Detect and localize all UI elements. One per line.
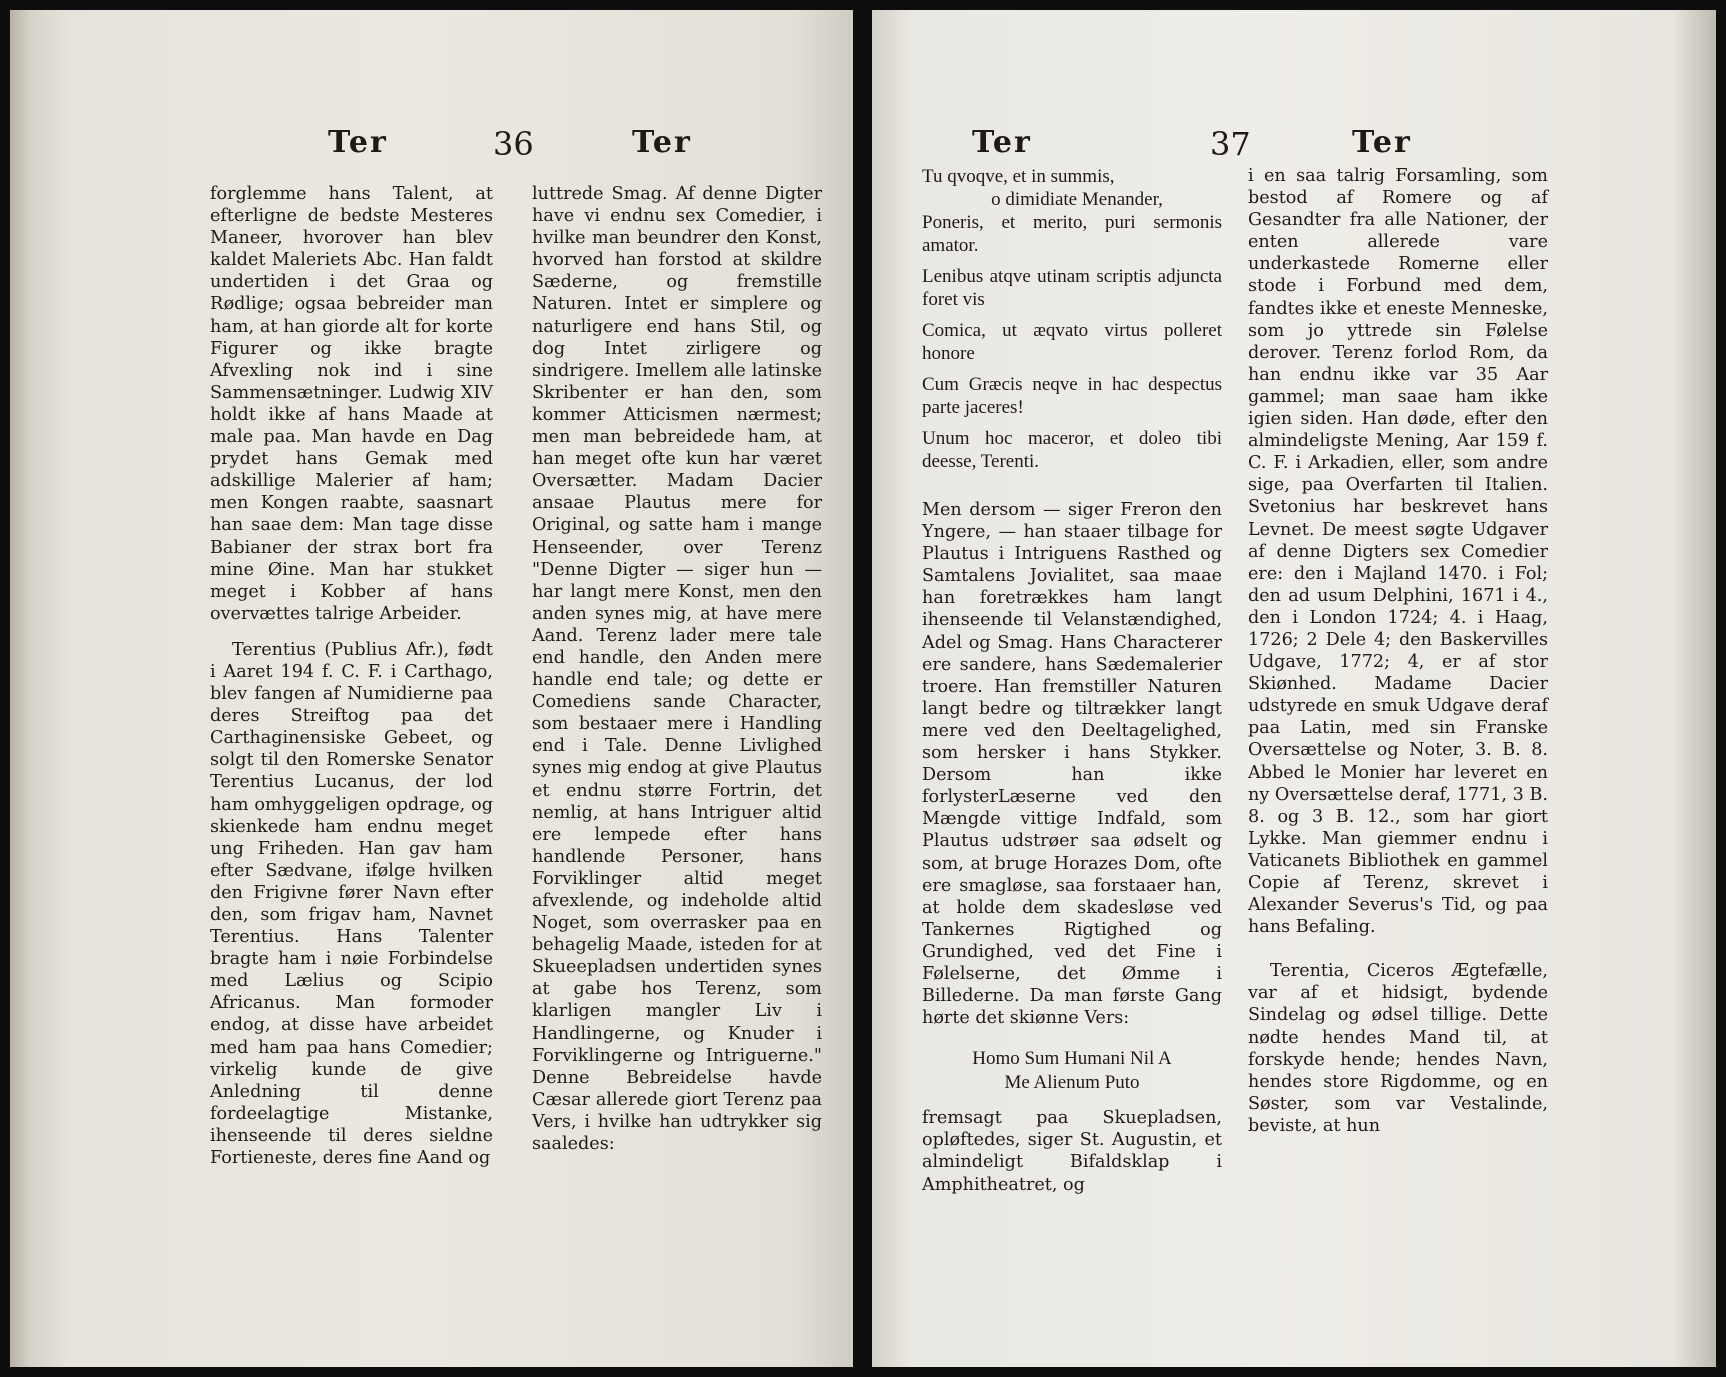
latin-line: o dimidiate Menander, [991,189,1163,210]
right-page-column-2 [1248,165,1548,1137]
paragraph-freron: Men dersom — siger Freron den Yngere, — han staaer tilbage for Plautus i Intriguens Rasthed og Samtalens Jovialitet, saa maae han foretrækkes ham langt ihenseende til Velanstændighed, Adel og Smag. Hans Characterer ere sandere, hans Sædemalerier troere. Han fremstiller Naturen langt bedre og tiltrækker langt mere ved den Deeltagelighed, som hersker i hans Stykker. Dersom han ikke forlysterLæserne ved den Mængde vittige Indfald, som Plautus udstrøer saa ødselt og som, at bruge Horazes Dom, ofte ere smagløse, saa forstaaer han, at holde dem skadesløse ved Tankernes Rigtighed og Grundighed, ved det Fine i Følelserne, det Ømme i Billederne. Da man første Gang hørte det skiønne Vers: [922,500,1222,1029]
latin-line: Comica, ut æqvato virtus polleret honore [922,320,1222,364]
latin-line: Lenibus atqve utinam scriptis adjuncta foret vis [922,266,1222,310]
left-page-number: 36 [493,125,534,163]
right-page-number: 37 [1210,125,1251,163]
homo-verse-line: Me Alienum Puto [1004,1072,1140,1094]
right-running-head-right: Ter [1352,125,1412,160]
left-page [10,10,853,1367]
left-running-head-left: Ter [328,125,388,160]
paragraph-terentius: Terentius (Publius Afr.), født i Aaret 194 f. C. F. i Carthago, blev fangen af Numidierne paa deres Streiftog paa det Carthaginensiske Gebeet, og solgt til den Romerske Senator Terentius Lucanus, der lod ham omhyggeligen opdrage, og skienkede ham endnu meget ung Friheden. Han gav ham efter Sædvane, ifølge hvilken den Frigivne fører Navn efter den, som frigav ham, Navnet Terentius. Hans Talenter bragte ham i nøie Forbindelse med Lælius og Scipio Africanus. Man formoder endog, at disse have arbeidet med ham paa hans Comedier; virkelig kunde de give Anledning til denne fordeelagtige Mistanke, ihenseende til deres sieldne Fortieneste, deres fine Aand og [210,639,493,1169]
paragraph-augustin: fremsagt paa Skuepladsen, opløftedes, siger St. Augustin, et almindeligt Bifaldsklap i Amphitheatret, og [922,1108,1222,1195]
homo-verse-line: Homo Sum Humani Nil A [972,1048,1172,1070]
right-page [872,10,1716,1367]
paragraph-terentia: Terentia, Ciceros Ægtefælle, var af et hidsigt, bydende Sindelag og ødsel tillige. Dette nødte hendes Mand til, at forskyde hende; hendes Navn, hendes store Rigdomme, og en Søster, som var Vestalinde, beviste, at hun [1248,961,1548,1136]
latin-quote [922,165,1222,473]
latin-line: Cum Græcis neqve in hac despectus parte jaceres! [922,374,1222,418]
right-running-head-left: Ter [972,125,1032,160]
latin-line: Tu qvoqve, et in summis, [922,166,1115,187]
paragraph-terenz-comedies: luttrede Smag. Af denne Digter have vi endnu sex Comedier, i hvilke man beundrer den Konst, hvorved han forstod at skildre Sæderne, og fremstille Naturen. Intet er simplere og naturligere end hans Stil, og dog Intet zirligere og sindrigere. Imellem alle latinske Skribenter er han den, som kommer Atticismen nærmest; men man bebreidede ham, at han meget ofte kun har været Oversætter. Madam Dacier ansaae Plautus mere for Original, og satte ham i mange Henseender, over Terenz "Denne Digter — siger hun — har langt mere Konst, men den anden synes mig, at have mere Aand. Terenz lader mere tale end handle, den Anden mere handle end tale; og dette er Comediens sande Character, som bestaaer mere i Handling end i Tale. Denne Livlighed synes mig endog at give Plautus et endnu større Fortrin, det nemlig, at hans Intriguer altid ere lempede efter hans handlende Personer, hans Forviklinger altid meget afvexlende, og indeholde altid Noget, som overrasker paa en behagelig Maade, isteden for at Skueepladsen undertiden synes at gabe hos Terenz, som klarligen mangler Liv i Handlingerne, og Knuder i Forviklingerne og Intriguerne." Denne Bebreidelse havde Cæsar allerede giort Terenz paa Vers, i hvilke han udtrykker sig saaledes: [532,184,822,1155]
left-page-column-1 [210,183,493,1169]
left-page-column-2 [532,183,822,1155]
latin-line: Poneris, et merito, puri sermonis amator. [922,212,1222,256]
paragraph-painter-continued: forglemme hans Talent, at efterligne de bedste Mesteres Maneer, hvorover han blev kaldet Maleriets Abc. Han faldt undertiden i det Graa og Rødlige; ogsaa bebreider man ham, at han giorde alt for korte Figurer og ikke bragte Afvexling nok ind i sine Sammensætninger. Ludwig XIV holdt ikke af hans Maade at male paa. Man havde en Dag prydet hans Gemak med adskillige Malerier af ham; men Kongen raabte, saasnart han saae dem: Man tage disse Babianer der strax bort fra mine Øine. Man har stukket meget i Kobber af hans overvættes talrige Arbeider. [210,184,493,624]
paragraph-terenz-editions: i en saa talrig Forsamling, som bestod af Romere og af Gesandter fra alle Nationer, der enten allerede vare underkastede Romerne eller stode i Forbund med dem, fandtes ikke et eneste Menneske, som jo yttrede sin Følelse derover. Terenz forlod Rom, da han endnu ikke var 35 Aar gammel; man saae ham ikke igien siden. Han døde, efter den almindeligste Mening, Aar 159 f. C. F. i Arkadien, eller, som andre sige, paa Overfarten til Italien. Svetonius har beskrevet hans Levnet. De meest søgte Udgaver af denne Digters sex Comedier ere: den i Majland 1470. i Fol; den ad usum Delphini, 1671 i 4., den i London 1724; 4. i Haag, 1726; 2 Dele 4; den Baskervilles Udgave, 1772; 4, er af stor Skiønhed. Madame Dacier udstyrede en smuk Udgave deraf paa Latin, med sin Franske Oversættelse og Noter, 3. B. 8. Abbed le Monier har leveret en ny Oversættelse deraf, 1771, 3 B. 8. og 3 B. 12., som har giort Lykke. Man giemmer endnu i Vaticanets Bibliothek en gammel Copie af Terenz, skrevet i Alexander Severus's Tid, og paa hans Befaling. [1248,166,1548,938]
latin-line: Unum hoc maceror, et doleo tibi deesse, Terenti. [922,428,1222,472]
right-page-column-1 [922,165,1222,1196]
left-running-head-right: Ter [632,125,692,160]
